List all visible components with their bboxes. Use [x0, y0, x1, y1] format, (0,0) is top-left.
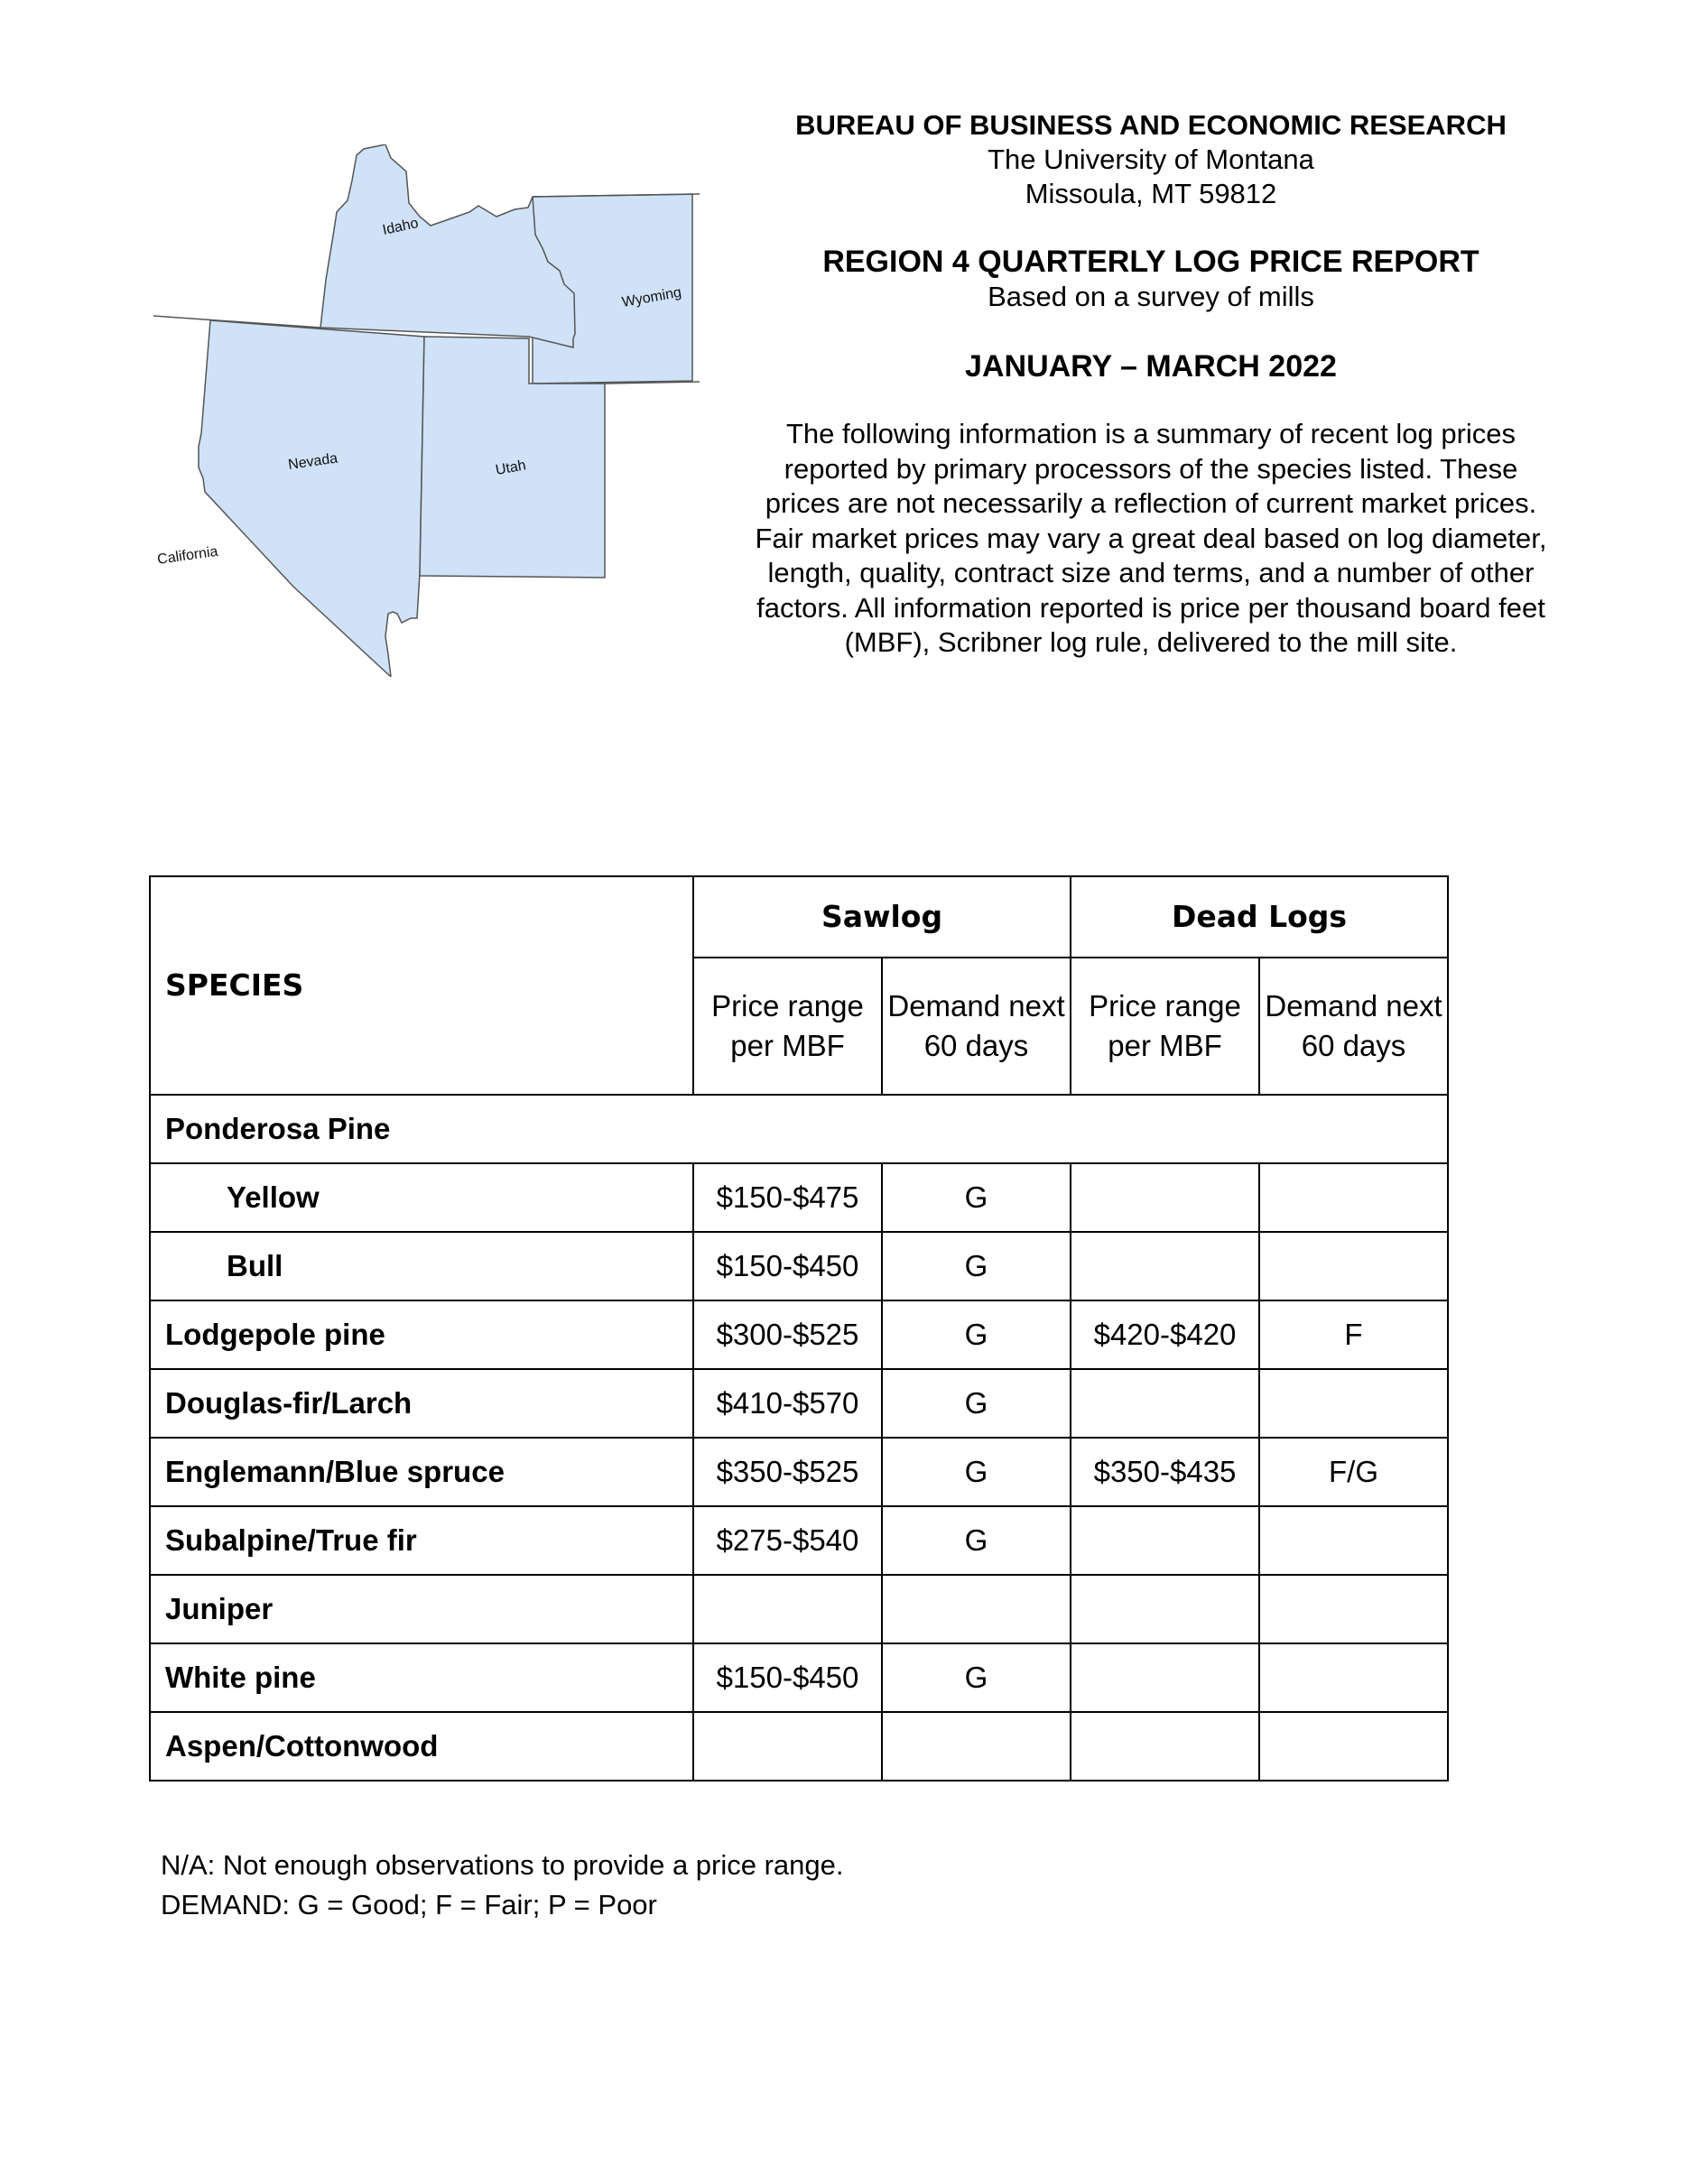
- sawlog-demand-cell: G: [882, 1163, 1071, 1232]
- table-row: [150, 1506, 1448, 1575]
- map-label-nevada: Nevada: [287, 450, 339, 473]
- sawlog-demand-cell: G: [882, 1232, 1071, 1300]
- dead-price-cell: [1071, 1506, 1259, 1575]
- species-cell: White pine: [150, 1643, 693, 1712]
- report-period: JANUARY – MARCH 2022: [965, 349, 1337, 384]
- university-name: The University of Montana: [988, 143, 1314, 175]
- dead-demand-cell: [1259, 1643, 1448, 1712]
- dead-demand-cell: [1259, 1575, 1448, 1643]
- sawlog-price-header: Price range per MBF: [693, 958, 882, 1095]
- sawlog-demand-cell: G: [882, 1369, 1071, 1438]
- species-cell: Douglas-fir/Larch: [150, 1369, 693, 1438]
- dead-price-cell: [1071, 1643, 1259, 1712]
- dead-demand-header: Demand next 60 days: [1259, 958, 1448, 1095]
- species-cell: Aspen/Cottonwood: [150, 1712, 693, 1781]
- species-cell: Bull: [150, 1232, 693, 1300]
- na-note: N/A: Not enough observations to provide a price range.: [161, 1849, 844, 1881]
- table-row-section: [150, 1095, 1448, 1163]
- nevada-shape: [199, 320, 424, 677]
- sawlog-demand-cell: [882, 1712, 1071, 1781]
- species-cell: Englemann/Blue spruce: [150, 1438, 693, 1506]
- idaho-shape: [320, 144, 575, 347]
- dead-price-cell: $350-$435: [1071, 1438, 1259, 1506]
- dead-demand-cell: [1259, 1712, 1448, 1781]
- dead-logs-header: Dead Logs: [1071, 876, 1448, 958]
- species-cell: Juniper: [150, 1575, 693, 1643]
- dead-demand-cell: [1259, 1369, 1448, 1438]
- dead-demand-cell: [1259, 1163, 1448, 1232]
- sawlog-price-cell: $150-$475: [693, 1163, 882, 1232]
- region-map: [149, 144, 700, 677]
- dead-demand-cell: F/G: [1259, 1438, 1448, 1506]
- sawlog-price-cell: $150-$450: [693, 1232, 882, 1300]
- dead-price-cell: [1071, 1232, 1259, 1300]
- dead-price-cell: [1071, 1712, 1259, 1781]
- sawlog-price-cell: $275-$540: [693, 1506, 882, 1575]
- dead-price-cell: [1071, 1369, 1259, 1438]
- sawlog-demand-cell: G: [882, 1438, 1071, 1506]
- table-row: [150, 1643, 1448, 1712]
- map-label-wyoming: Wyoming: [620, 284, 683, 310]
- report-header: [754, 108, 1548, 661]
- map-label-california: California: [156, 543, 219, 568]
- report-title: REGION 4 QUARTERLY LOG PRICE REPORT: [822, 245, 1479, 279]
- dead-price-cell: [1071, 1575, 1259, 1643]
- table-row: [150, 1300, 1448, 1369]
- table-row: [150, 1232, 1448, 1300]
- table-notes: [161, 1846, 844, 1925]
- table-row: [150, 1438, 1448, 1506]
- dead-price-header: Price range per MBF: [1071, 958, 1259, 1095]
- bureau-name: BUREAU OF BUSINESS AND ECONOMIC RESEARCH: [795, 109, 1507, 141]
- sawlog-demand-cell: G: [882, 1506, 1071, 1575]
- species-cell: Yellow: [150, 1163, 693, 1232]
- sawlog-header: Sawlog: [693, 876, 1071, 958]
- sawlog-price-cell: $150-$450: [693, 1643, 882, 1712]
- dead-price-cell: $420-$420: [1071, 1300, 1259, 1369]
- sawlog-demand-header: Demand next 60 days: [882, 958, 1071, 1095]
- species-cell: Ponderosa Pine: [150, 1095, 1448, 1163]
- table-row: [150, 1712, 1448, 1781]
- sawlog-price-cell: $350-$525: [693, 1438, 882, 1506]
- dead-demand-cell: [1259, 1506, 1448, 1575]
- species-header: SPECIES: [150, 876, 693, 1095]
- log-price-table: [149, 875, 1449, 1781]
- demand-legend: DEMAND: G = Good; F = Fair; P = Poor: [161, 1889, 657, 1920]
- university-address: Missoula, MT 59812: [1025, 178, 1277, 209]
- report-subtitle: Based on a survey of mills: [988, 281, 1314, 312]
- table-row: [150, 1163, 1448, 1232]
- sawlog-price-cell: [693, 1712, 882, 1781]
- species-cell: Lodgepole pine: [150, 1300, 693, 1369]
- sawlog-price-cell: $410-$570: [693, 1369, 882, 1438]
- dead-price-cell: [1071, 1163, 1259, 1232]
- sawlog-price-cell: [693, 1575, 882, 1643]
- table-row: [150, 1575, 1448, 1643]
- sawlog-demand-cell: G: [882, 1300, 1071, 1369]
- dead-demand-cell: F: [1259, 1300, 1448, 1369]
- map-label-idaho: Idaho: [381, 215, 421, 238]
- sawlog-demand-cell: [882, 1575, 1071, 1643]
- species-cell: Subalpine/True fir: [150, 1506, 693, 1575]
- report-summary: The following information is a summary of recent log prices reported by primary processors of the species listed. These prices are not necessarily a reflection of current market prices. Fair market prices may vary a great deal based on log diameter, length, quality, contract size and terms, and a number of other factors. All information reported is price per thousand board feet (MBF), Scribner log rule, delivered to the mill site.: [755, 418, 1547, 658]
- table-row: [150, 1369, 1448, 1438]
- region-map-svg: [149, 144, 700, 677]
- map-label-utah: Utah: [494, 458, 527, 478]
- sawlog-price-cell: $300-$525: [693, 1300, 882, 1369]
- dead-demand-cell: [1259, 1232, 1448, 1300]
- sawlog-demand-cell: G: [882, 1643, 1071, 1712]
